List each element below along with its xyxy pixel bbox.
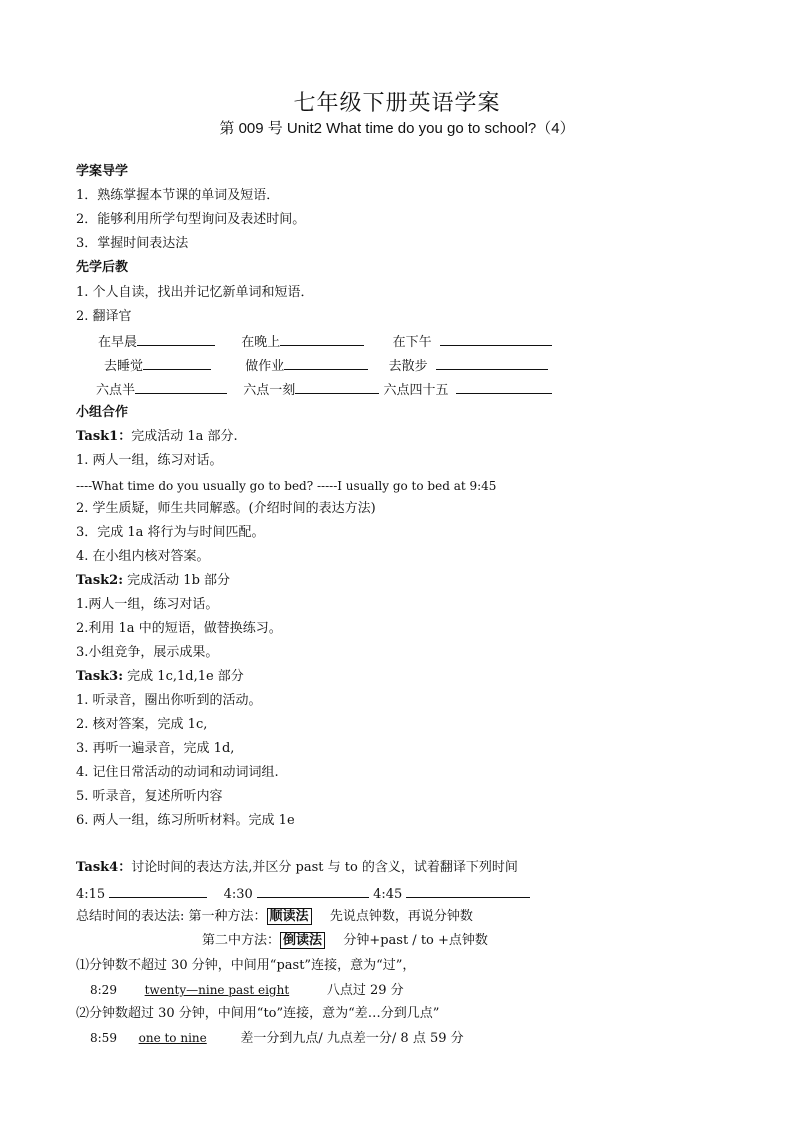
translate-prompt: 六点半 [96,383,136,398]
task-label: Task3: [76,669,124,684]
translate-prompt: 六点一刻 [243,383,296,398]
translate-prompt: 在早晨 [98,335,138,350]
method-desc: 先说点钟数，再说分钟数 [329,909,473,924]
method-label: 第一种方法： [188,909,267,924]
preview-item: 1. 个人自读，找出并记忆新单词和短语． [76,285,314,300]
example-time: 8:59 [90,1031,117,1045]
answer-blank[interactable] [284,355,368,370]
task-label: Task2: [76,573,124,588]
method-name-box: 顺读法 [267,908,312,925]
example-meaning: 差一分到九点/ 九点差一分/ 8 点 59 分 [240,1031,464,1046]
answer-blank[interactable] [143,355,211,370]
example-past [90,980,404,1001]
time-prompt: 4:15 [76,887,106,902]
task-title: 完成 1c,1d,1e 部分 [123,669,244,684]
task-title: 完成活动 1b 部分 [123,573,231,588]
answer-blank[interactable] [406,883,530,898]
guide-item: 3．掌握时间表达法 [76,236,189,251]
task-label: Task4： [76,860,132,875]
example-answer: one to nine [138,1031,207,1045]
time-prompt: 4:30 [223,887,253,902]
method-name-box: 倒读法 [280,932,325,949]
preview-heading: 先学后教 [76,260,129,275]
translate-prompt: 去睡觉 [104,359,144,374]
task1-header [76,427,238,447]
translate-prompt: 在晚上 [241,335,281,350]
page-title: 七年级下册英语学案 [293,91,501,116]
task3-header [76,667,244,687]
answer-blank[interactable] [456,379,552,394]
example-time: 8:29 [90,983,117,997]
example-meaning: 八点过 29 分 [326,983,404,998]
answer-blank[interactable] [109,883,207,898]
task2-item: 2.利用 1a 中的短语，做替换练习。 [76,621,282,636]
rule-past: ⑴分钟数不超过 30 分钟，中间用“past”连接，意为“过”， [76,958,416,973]
task3-item: 4. 记住日常活动的动词和动词词组. [76,765,279,780]
task-label: Task1： [76,429,132,444]
task3-item: 2. 核对答案，完成 1c, [76,717,208,732]
guide-item: 1．熟练掌握本节课的单词及短语． [76,188,280,203]
translate-row [98,331,552,353]
guide-heading: 学案导学 [76,164,129,179]
page-subtitle: 第 009 号 Unit2 What time do you go to school?（4） [219,120,575,137]
time-translate-row [76,883,530,905]
method2-row [202,931,488,951]
task1-item: 2. 学生质疑，师生共同解惑。(介绍时间的表达方法) [76,501,376,516]
answer-blank[interactable] [440,331,552,346]
answer-blank[interactable] [280,331,364,346]
translate-row [96,379,552,401]
task1-item: 3．完成 1a 将行为与时间匹配。 [76,525,265,540]
answer-blank[interactable] [257,883,369,898]
method-desc: 分钟+past / to +点钟数 [343,933,488,948]
task3-item: 6. 两人一组，练习所听材料。完成 1e [76,813,295,828]
translate-prompt: 六点四十五 [383,383,449,398]
task3-item: 1. 听录音，圈出你听到的活动。 [76,693,262,708]
translate-prompt: 做作业 [245,359,285,374]
translate-prompt: 去散步 [388,359,428,374]
preview-item: 2. 翻译官 [76,309,132,324]
answer-blank[interactable] [295,379,379,394]
task-title: 完成活动 1a 部分. [131,429,238,444]
task1-item: 1. 两人一组，练习对话。 [76,453,223,468]
guide-item: 2．能够利用所学句型询问及表述时间。 [76,212,306,227]
rule-to: ⑵分钟数超过 30 分钟，中间用“to”连接，意为“差…分到几点” [76,1006,440,1021]
task2-item: 3.小组竞争，展示成果。 [76,645,219,660]
time-prompt: 4:45 [373,887,403,902]
example-answer: twenty—nine past eight [144,983,290,997]
answer-blank[interactable] [137,331,215,346]
answer-blank[interactable] [135,379,227,394]
task1-dialogue: ----What time do you usually go to bed? -----I usually go to bed at 9:45 [76,479,497,493]
method1-row [76,907,473,927]
task2-header [76,571,230,591]
translate-prompt: 在下午 [392,335,432,350]
task2-item: 1.两人一组，练习对话。 [76,597,219,612]
task3-item: 5. 听录音，复述所听内容 [76,789,223,804]
answer-blank[interactable] [436,355,548,370]
translate-row [104,355,548,377]
example-to [90,1028,464,1049]
task4-header [76,858,518,878]
task3-item: 3. 再听一遍录音，完成 1d, [76,741,235,756]
group-heading: 小组合作 [76,405,129,420]
method-label: 第二中方法： [202,933,281,948]
summary-label: 总结时间的表达法: [76,909,185,924]
task1-item: 4. 在小组内核对答案。 [76,549,210,564]
task-title: 讨论时间的表达方法,并区分 past 与 to 的含义，试着翻译下列时间 [131,860,518,875]
